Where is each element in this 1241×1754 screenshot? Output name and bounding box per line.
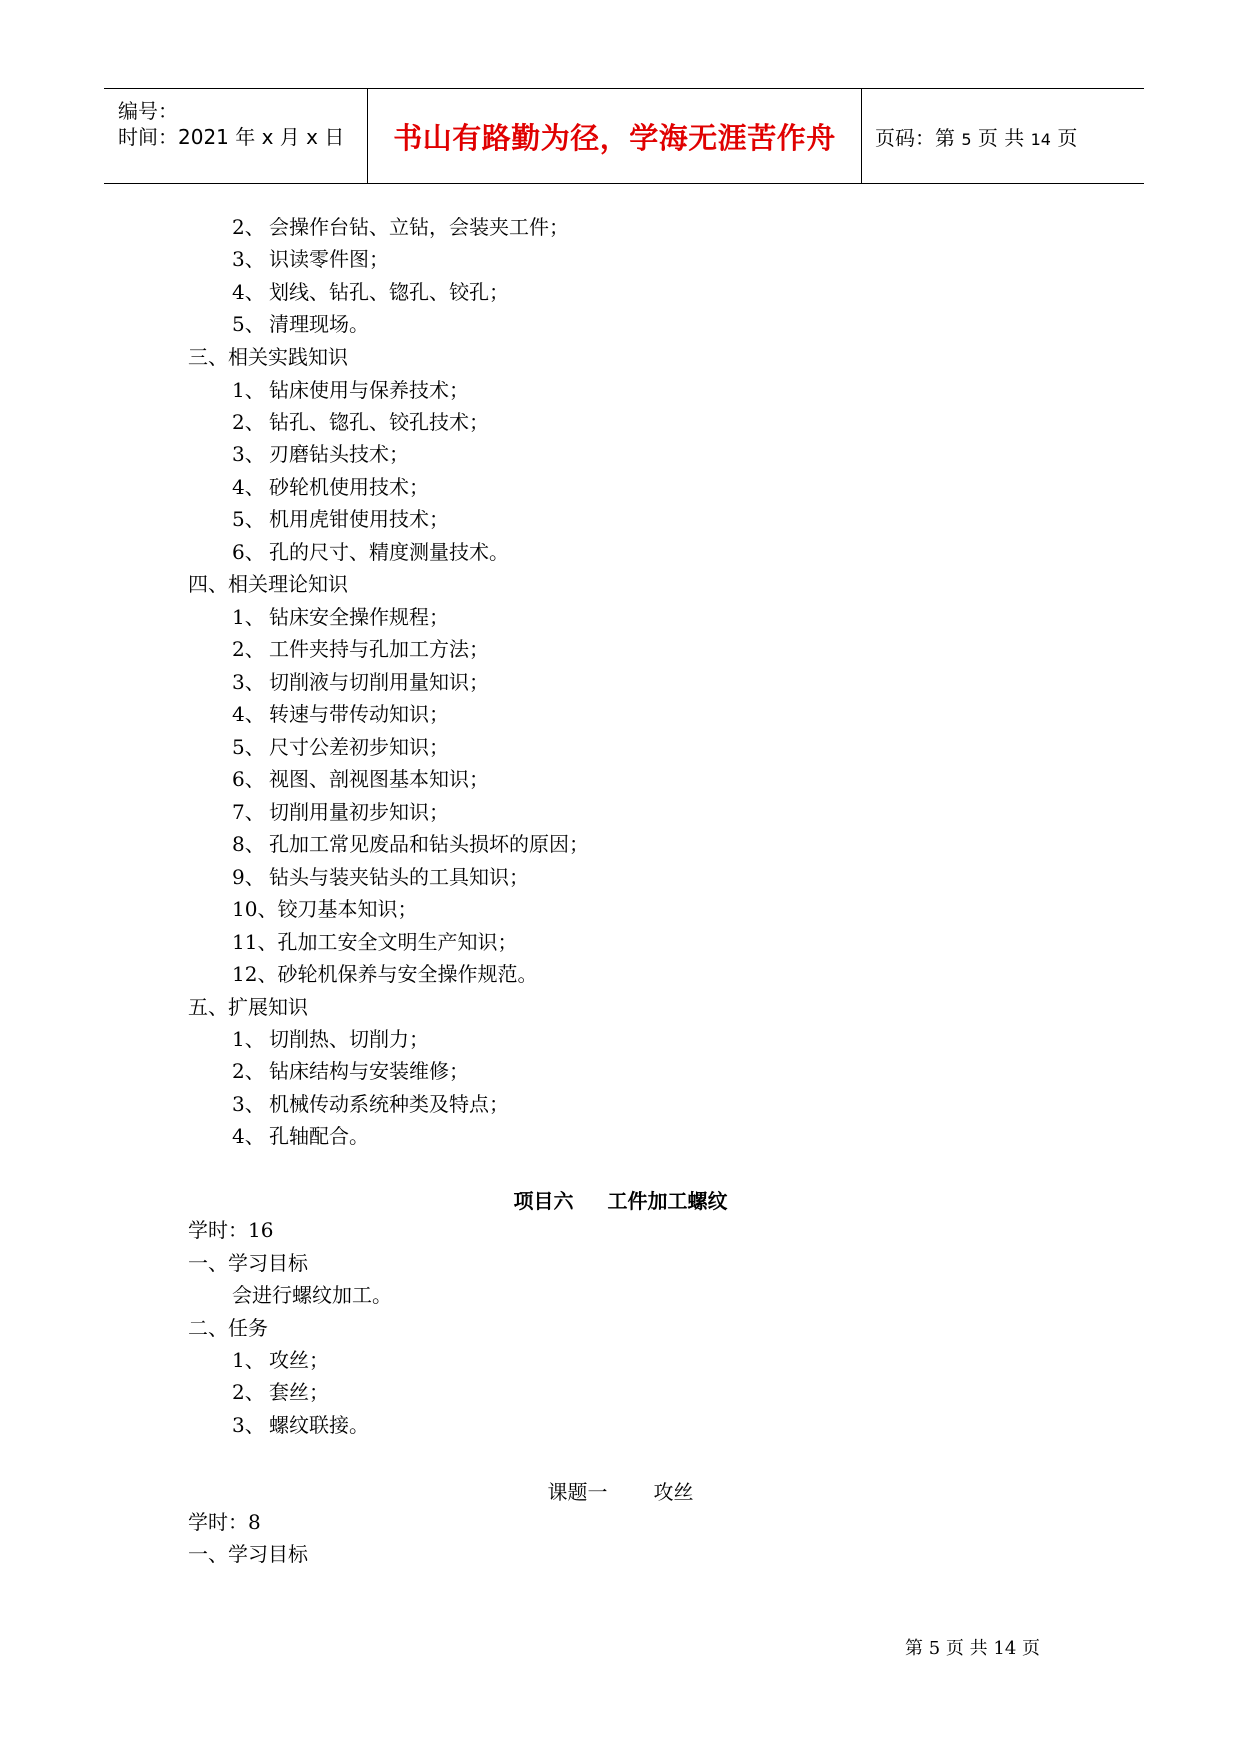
header-page-cell: [863, 89, 1144, 183]
list-item: 2、 钻孔、锪孔、铰孔技术；: [232, 410, 489, 434]
header-motto-cell: [368, 89, 862, 183]
topic-name: 攻丝: [653, 1480, 694, 1504]
topic-label: 课题一: [547, 1480, 608, 1504]
list-item: 1、 钻床使用与保养技术；: [232, 378, 469, 402]
list-item: 4、 转速与带传动知识；: [232, 702, 449, 726]
header-page-number: 5: [961, 129, 972, 149]
project-name: 工件加工螺纹: [607, 1189, 728, 1213]
footer-total: 14: [993, 1638, 1017, 1659]
list-item: 11、孔加工安全文明生产知识；: [232, 930, 518, 954]
list-item: 3、 机械传动系统种类及特点；: [232, 1092, 509, 1116]
list-item: 3、 切削液与切削用量知识；: [232, 670, 489, 694]
header-meta-cell: [104, 89, 368, 183]
list-item: 4、 划线、钻孔、锪孔、铰孔；: [232, 280, 509, 304]
document-time-label: 时间：2021 年 x 月 x 日: [118, 125, 345, 149]
list-item: 1、 切削热、切削力；: [232, 1027, 429, 1051]
section-heading: 一、学习目标: [188, 1251, 308, 1275]
topic-title: [0, 1476, 1241, 1505]
project-title: [0, 1185, 1241, 1214]
study-hours: 学时：16: [188, 1218, 274, 1242]
footer-page-number: 5: [928, 1638, 941, 1659]
list-item: 2、 工件夹持与孔加工方法；: [232, 637, 489, 661]
footer-mid: 页 共: [945, 1638, 988, 1659]
header-page-info: [863, 122, 1077, 151]
study-hours: 学时：8: [188, 1510, 261, 1534]
list-item: 2、 会操作台钻、立钻，会装夹工件；: [232, 215, 569, 239]
header-page-total: 14: [1030, 129, 1051, 149]
list-item: 5、 机用虎钳使用技术；: [232, 507, 449, 531]
section-heading: 五、扩展知识: [188, 995, 308, 1019]
list-item: 5、 清理现场。: [232, 312, 369, 336]
footer-prefix: 第: [905, 1638, 923, 1659]
list-item: 6、 视图、剖视图基本知识；: [232, 767, 489, 791]
header-page-label: 页码：第: [875, 125, 955, 150]
header-motto: 书山有路勤为径，学海无涯苦作舟: [393, 120, 836, 155]
header-page-end: 页: [1057, 125, 1078, 150]
section-heading: 二、任务: [188, 1316, 268, 1340]
document-number-label: 编号：: [118, 99, 178, 123]
list-item: 9、 钻头与装夹钻头的工具知识；: [232, 865, 529, 889]
list-item: 4、 孔轴配合。: [232, 1124, 369, 1148]
project-label: 项目六: [513, 1189, 574, 1213]
list-item: 3、 识读零件图；: [232, 247, 389, 271]
list-item: 7、 切削用量初步知识；: [232, 800, 449, 824]
list-item: 3、 螺纹联接。: [232, 1413, 369, 1437]
list-item: 10、铰刀基本知识；: [232, 897, 418, 921]
list-item: 6、 孔的尺寸、精度测量技术。: [232, 540, 509, 564]
list-item: 2、 钻床结构与安装维修；: [232, 1059, 469, 1083]
list-item: 3、 刃磨钻头技术；: [232, 442, 409, 466]
footer-suffix: 页: [1022, 1638, 1041, 1659]
page-footer: [905, 1634, 1040, 1660]
list-item: 5、 尺寸公差初步知识；: [232, 735, 449, 759]
list-item: 12、砂轮机保养与安全操作规范。: [232, 962, 538, 986]
page-header: [104, 88, 1144, 184]
section-heading: 三、相关实践知识: [188, 345, 348, 369]
goal-text: 会进行螺纹加工。: [232, 1283, 392, 1307]
section-heading: 四、相关理论知识: [188, 572, 348, 596]
list-item: 1、 攻丝；: [232, 1348, 329, 1372]
list-item: 8、 孔加工常见废品和钻头损坏的原因；: [232, 832, 589, 856]
section-heading: 一、学习目标: [188, 1542, 308, 1566]
header-page-mid: 页 共: [977, 125, 1025, 150]
list-item: 4、 砂轮机使用技术；: [232, 475, 429, 499]
list-item: 2、 套丝；: [232, 1380, 329, 1404]
list-item: 1、 钻床安全操作规程；: [232, 605, 449, 629]
